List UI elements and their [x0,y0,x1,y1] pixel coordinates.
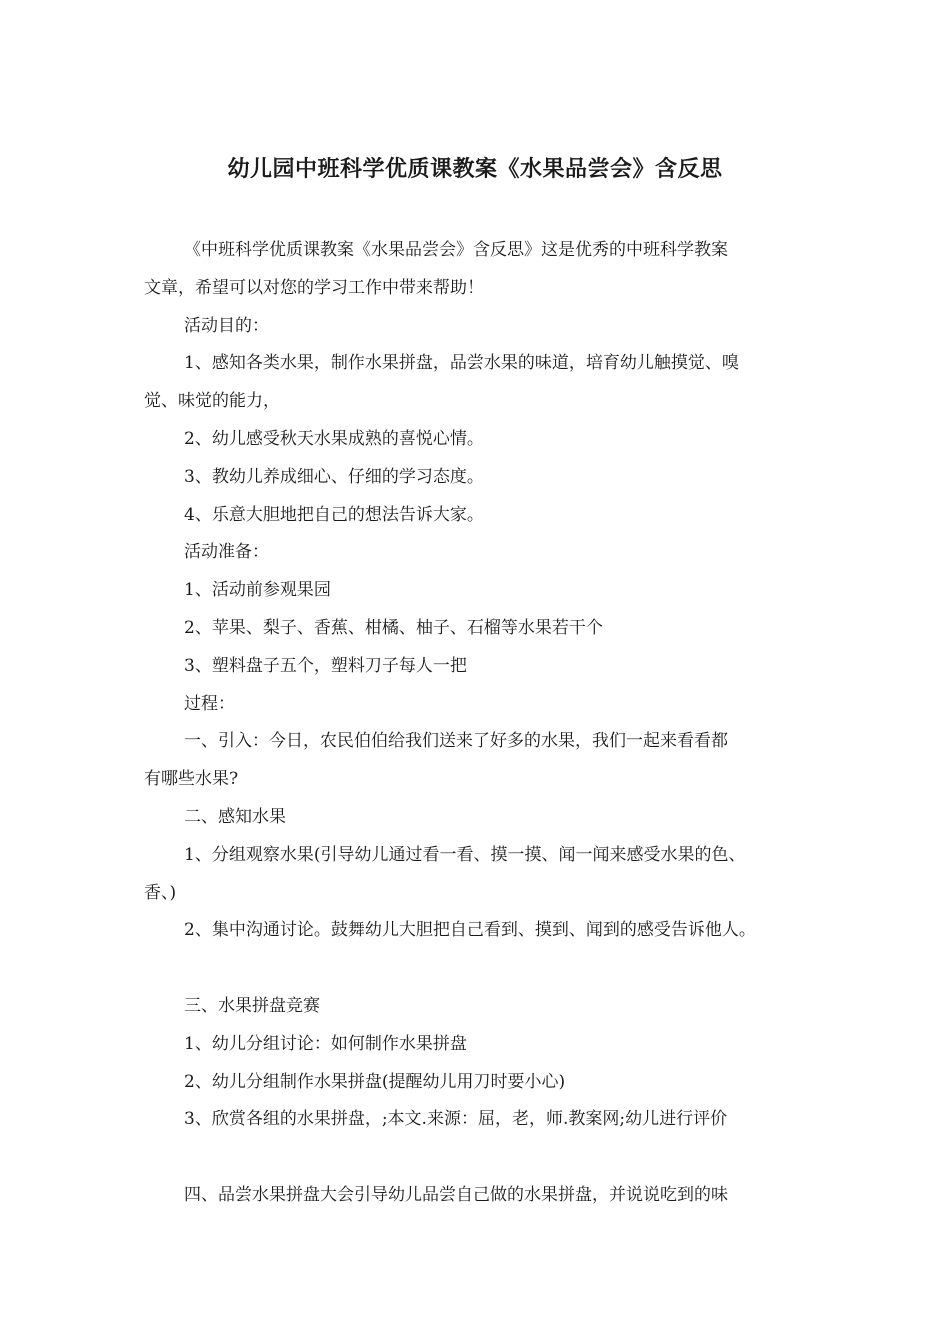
step-3-heading: 三、水果拼盘竞赛 [184,995,320,1016]
document-title: 幼儿园中班科学优质课教案《水果品尝会》含反思 [227,157,723,182]
prep-item-2: 2、苹果、梨子、香蕉、柑橘、柚子、石榴等水果若干个 [184,617,603,638]
step-4-line-1: 四、品尝水果拼盘大会引导幼儿品尝自己做的水果拼盘，并说说吃到的味 [184,1184,728,1205]
prep-heading: 活动准备： [184,542,269,563]
step-2-item-1-line-1: 1、分组观察水果(引导幼儿通过看一看、摸一摸、闻一闻来感受水果的色、 [184,844,746,865]
paragraph-gap [144,950,824,988]
goals-heading: 活动目的： [184,315,269,336]
step-3-item-3: 3、欣赏各组的水果拼盘，;本文.来源：屈，老，师.教案网;幼儿进行评价 [184,1109,728,1130]
intro-line-2: 文章，希望可以对您的学习工作中带来帮助！ [144,277,484,298]
intro-line-1: 《中班科学优质课教案《水果品尝会》含反思》这是优秀的中班科学教案 [184,240,728,260]
step-1-line-2: 有哪些水果? [144,769,239,790]
step-3-item-2: 2、幼儿分组制作水果拼盘(提醒幼儿用刀时要小心) [184,1071,566,1092]
prep-item-3: 3、塑料盘子五个，塑料刀子每人一把 [184,655,467,676]
goal-3: 3、教幼儿养成细心、仔细的学习态度。 [184,466,484,487]
step-2-heading: 二、感知水果 [184,806,286,827]
step-2-item-1-line-2: 香、) [144,882,177,903]
step-2-item-2: 2、集中沟通讨论。鼓舞幼儿大胆把自己看到、摸到、闻到的感受告诉他人。 [184,920,756,941]
step-3-item-1: 1、幼儿分组讨论：如何制作水果拼盘 [184,1033,467,1054]
goal-1-line-1: 1、感知各类水果，制作水果拼盘，品尝水果的味道，培育幼儿触摸觉、嗅 [184,353,739,374]
prep-item-1: 1、活动前参观果园 [184,580,331,601]
goal-4: 4、乐意大胆地把自己的想法告诉大家。 [184,504,484,525]
goal-1-line-2: 觉、味觉的能力， [144,391,280,412]
document-body [144,232,824,1215]
paragraph-gap [144,1139,824,1177]
goal-2: 2、幼儿感受秋天水果成熟的喜悦心情。 [184,428,484,449]
step-1-line-1: 一、引入：今日，农民伯伯给我们送来了好多的水果，我们一起来看看都 [184,731,728,752]
process-heading: 过程： [184,693,235,714]
